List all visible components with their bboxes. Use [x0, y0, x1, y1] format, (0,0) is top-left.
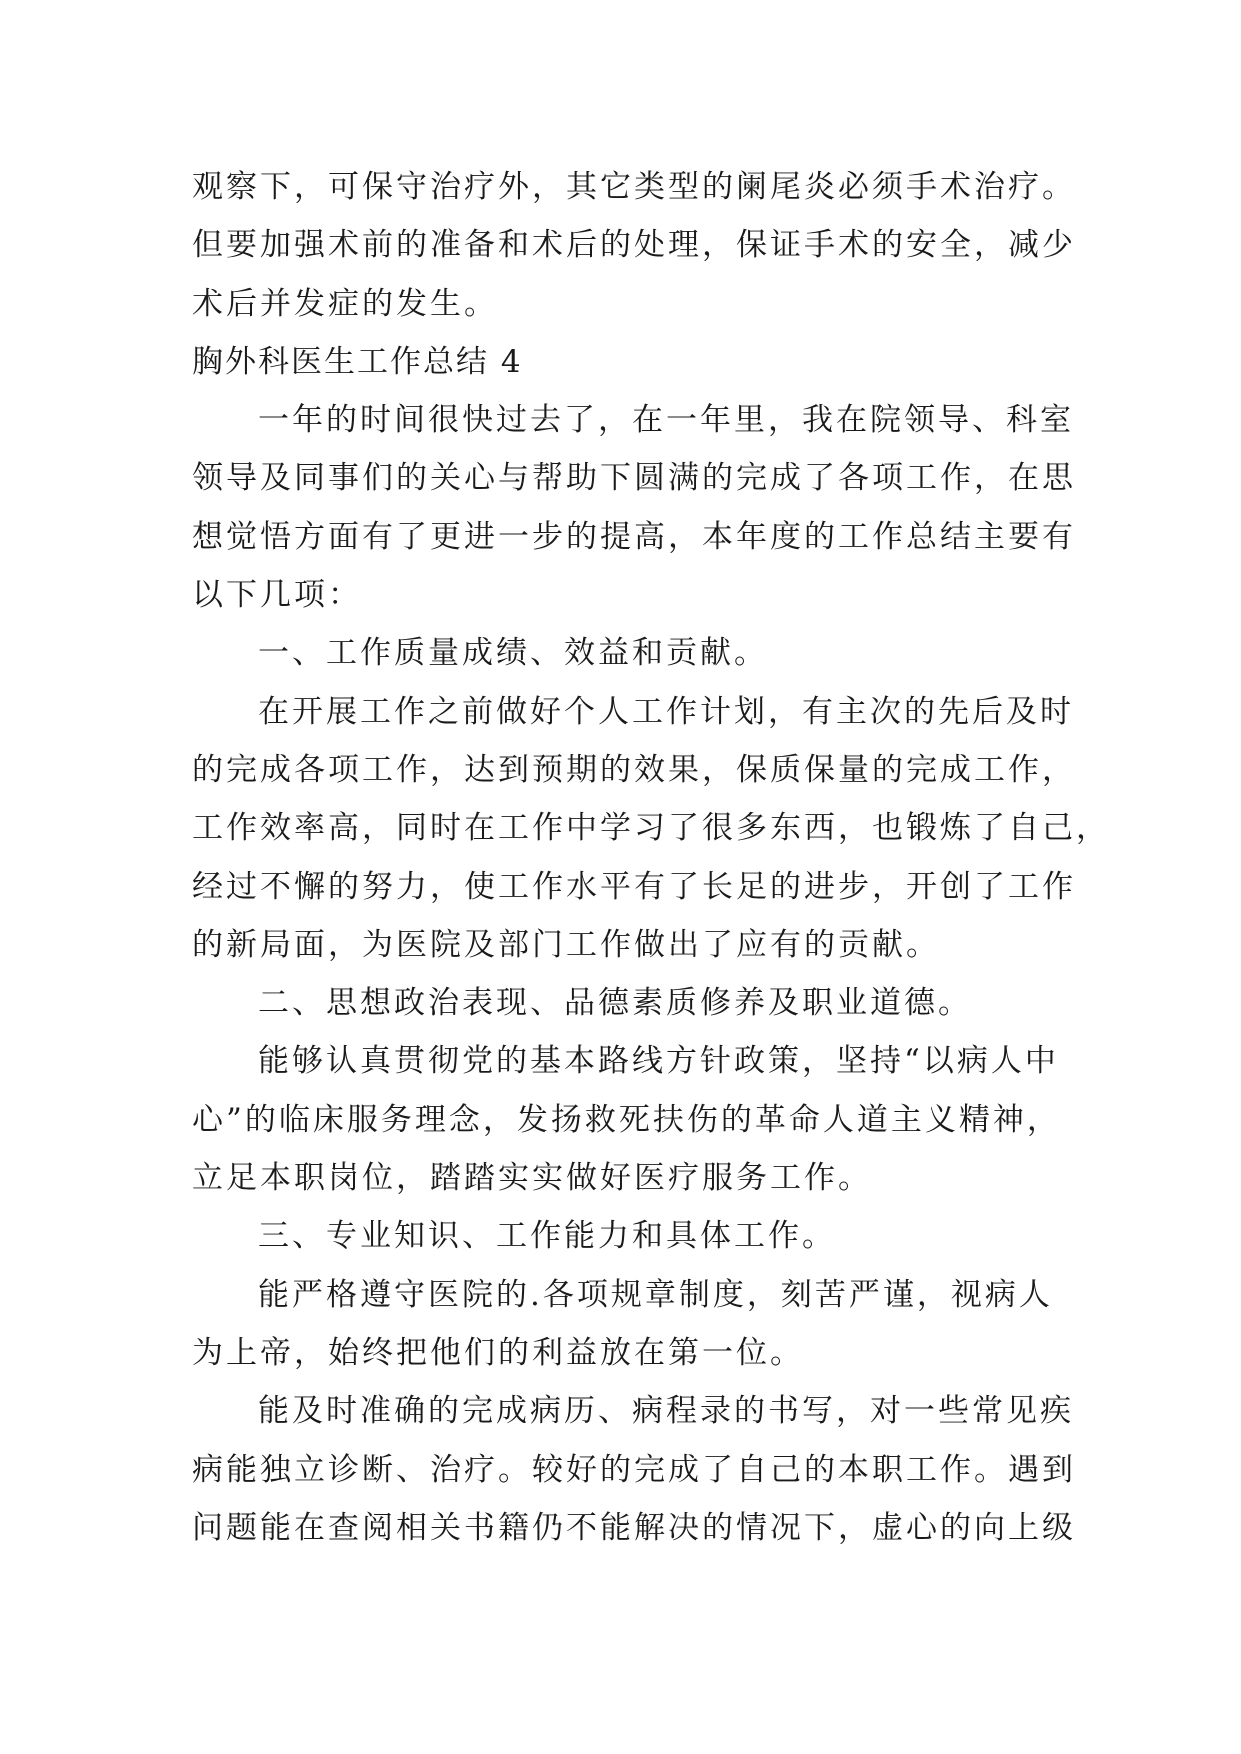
paragraph-line: 但要加强术前的准备和术后的处理，保证手术的安全，减少: [192, 227, 1076, 264]
paragraph-line: 能严格遵守医院的.各项规章制度，刻苦严谨，视病人: [258, 1276, 1053, 1313]
paragraph-line: 立足本职岗位，踏踏实实做好医疗服务工作。: [192, 1160, 872, 1197]
paragraph-line: 经过不懈的努力，使工作水平有了长足的进步，开创了工作: [192, 868, 1076, 905]
paragraph-line: 观察下，可保守治疗外，其它类型的阑尾炎必须手术治疗。: [192, 169, 1076, 205]
paragraph-line: 领导及同事们的关心与帮助下圆满的完成了各项工作，在思: [192, 460, 1076, 497]
paragraph-line: 在开展工作之前做好个人工作计划，有主次的先后及时: [258, 693, 1074, 730]
paragraph-line: 术后并发症的发生。: [192, 285, 498, 322]
paragraph-line: 能及时准确的完成病历、病程录的书写，对一些常见疾: [258, 1393, 1074, 1430]
paragraph-line: 为上帝，始终把他们的利益放在第一位。: [192, 1334, 804, 1371]
paragraph-line: 的新局面，为医院及部门工作做出了应有的贡献。: [192, 926, 940, 963]
paragraph-line: 病能独立诊断、治疗。较好的完成了自己的本职工作。遇到: [192, 1451, 1076, 1488]
paragraph-line: 一年的时间很快过去了，在一年里，我在院领导、科室: [258, 402, 1074, 439]
paragraph-line: 想觉悟方面有了更进一步的提高，本年度的工作总结主要有: [192, 518, 1076, 555]
section-title: 胸外科医生工作总结 4: [192, 343, 523, 380]
document-body: [192, 158, 1110, 1557]
paragraph-line: 工作效率高，同时在工作中学习了很多东西，也锻炼了自己，: [192, 810, 1110, 847]
paragraph-line: 心”的临床服务理念，发扬救死扶伤的革命人道主义精神，: [192, 1101, 1061, 1138]
subsection-heading: 一、工作质量成绩、效益和贡献。: [258, 635, 768, 672]
paragraph-line: 能够认真贯彻党的基本路线方针政策，坚持“以病人中: [258, 1043, 1059, 1080]
paragraph-line: 以下几项：: [192, 577, 362, 614]
paragraph-line: 的完成各项工作，达到预期的效果，保质保量的完成工作，: [192, 751, 1076, 788]
subsection-heading: 三、专业知识、工作能力和具体工作。: [258, 1218, 836, 1255]
paragraph-line: 问题能在查阅相关书籍仍不能解决的情况下，虚心的向上级: [192, 1509, 1076, 1546]
subsection-heading: 二、思想政治表现、品德素质修养及职业道德。: [258, 985, 972, 1022]
